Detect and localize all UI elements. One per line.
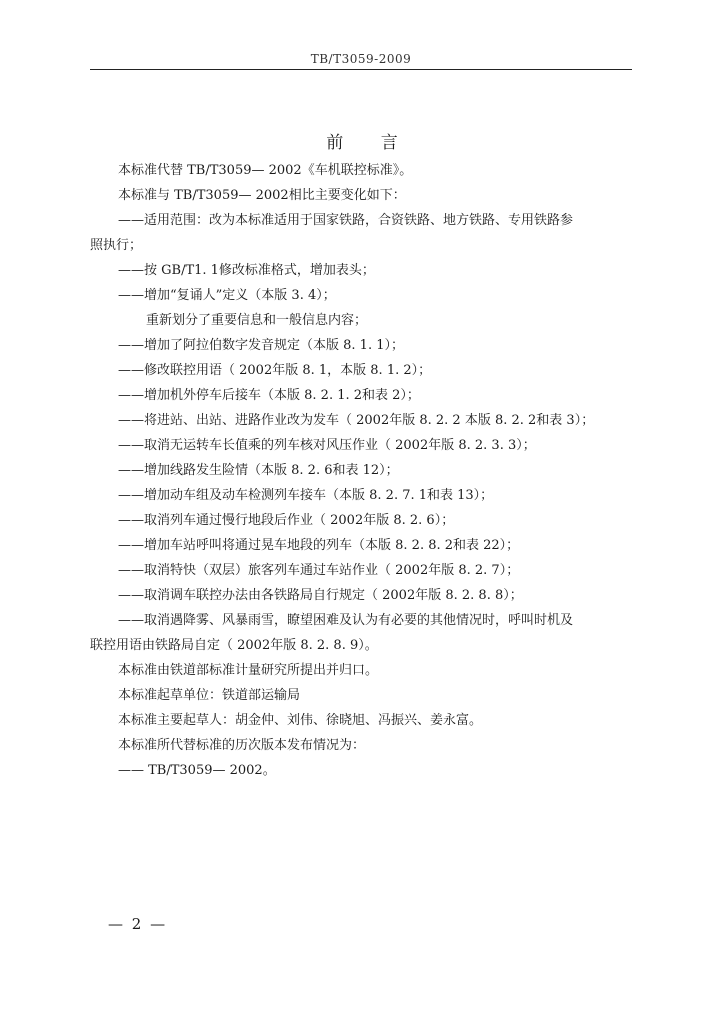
paragraph-line: 联控用语由铁路局自定（ 2002年版 8. 2. 8. 9）。 [90, 638, 378, 653]
paragraph-line: ——取消列车通过慢行地段后作业（ 2002年版 8. 2. 6）； [118, 513, 455, 528]
paragraph-line: ——按 GB/T1. 1修改标准格式，增加表头； [118, 263, 375, 278]
paragraph-line: 本标准代替 TB/T3059— 2002《车机联控标准》。 [118, 163, 413, 178]
paragraph-line: 本标准所代替标准的历次版本发布情况为： [118, 738, 366, 753]
section-title: 前 言 [326, 133, 414, 153]
header-divider [90, 69, 632, 70]
document-code-header: TB/T3059-2009 [310, 52, 412, 66]
paragraph-line: ——修改联控用语（ 2002年版 8. 1，本版 8. 1. 2）； [118, 363, 432, 378]
paragraph-line: ——取消特快（双层）旅客列车通过车站作业（ 2002年版 8. 2. 7）； [118, 563, 520, 578]
paragraph-line: ——增加机外停车后接车（本版 8. 2. 1. 2和表 2）； [118, 388, 420, 403]
paragraph-line: ——增加“复诵人”定义（本版 3. 4）； [118, 288, 336, 303]
paragraph-line: 照执行； [90, 238, 143, 253]
paragraph-line: 重新划分了重要信息和一般信息内容； [146, 313, 368, 328]
paragraph-line: —— TB/T3059— 2002。 [118, 763, 276, 778]
paragraph-line: ——取消遇降雾、风暴雨雪，瞭望困难及认为有必要的其他情况时，呼叫时机及 [118, 613, 574, 628]
paragraph-line: 本标准起草单位：铁道部运输局 [118, 688, 301, 703]
paragraph-line: ——增加了阿拉伯数字发音规定（本版 8. 1. 1）； [118, 338, 404, 353]
paragraph-line: ——增加线路发生险情（本版 8. 2. 6和表 12）； [118, 463, 399, 478]
page-number: — 2 — [108, 915, 168, 933]
paragraph-line: ——增加车站呼叫将通过晃车地段的列车（本版 8. 2. 8. 2和表 22）； [118, 538, 520, 553]
paragraph-line: 本标准由铁道部标准计量研究所提出并归口。 [118, 663, 379, 678]
paragraph-line: ——取消无运转车长值乘的列车核对风压作业（ 2002年版 8. 2. 3. 3）； [118, 438, 536, 453]
foreword-body [90, 158, 635, 783]
paragraph-line: 本标准主要起草人：胡金仲、刘伟、徐晓旭、冯振兴、姜永富。 [118, 713, 483, 728]
paragraph-line: ——取消调车联控办法由各铁路局自行规定（ 2002年版 8. 2. 8. 8）； [118, 588, 523, 603]
paragraph-line: ——增加动车组及动车检测列车接车（本版 8. 2. 7. 1和表 13）； [118, 488, 494, 503]
paragraph-line: ——适用范围：改为本标准适用于国家铁路，合资铁路、地方铁路、专用铁路参 [118, 213, 574, 228]
paragraph-line: 本标准与 TB/T3059— 2002相比主要变化如下： [118, 188, 406, 203]
paragraph-line: ——将进站、出站、进路作业改为发车（ 2002年版 8. 2. 2 本版 8. 2. 2和表 3）； [118, 413, 595, 428]
